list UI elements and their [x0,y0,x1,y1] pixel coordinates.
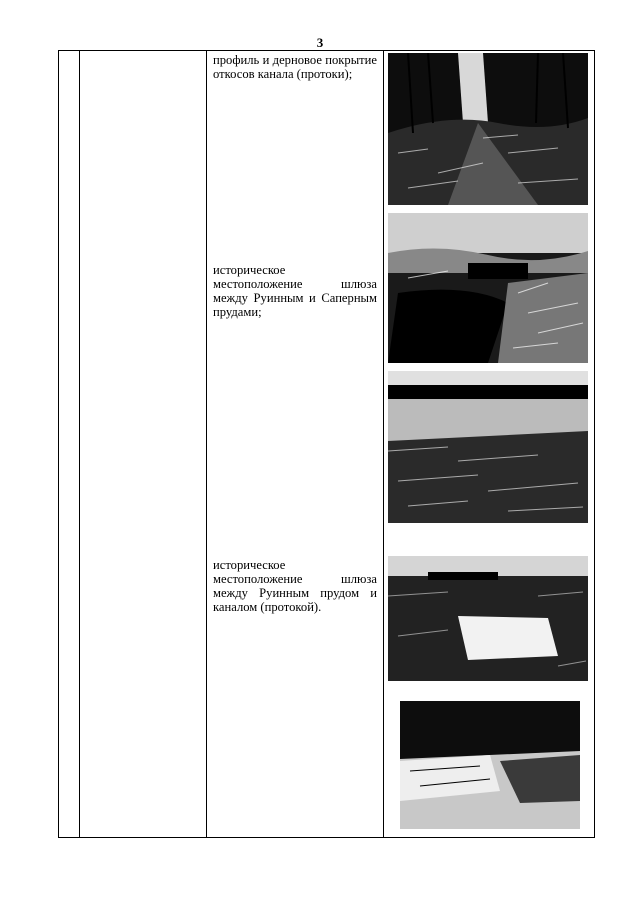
description-sluice-ruinny-sapernyi: историческое местоположение шлюза между Руинным и Саперным прудами; [213,263,377,319]
description-cell [207,51,384,838]
object-name-cell [80,51,207,838]
heritage-elements-table [58,50,595,838]
photo-sluice-ruins [388,213,588,363]
description-sluice-ruinny-canal: историческое местоположение шлюза между Руинным прудом и каналом (протокой). [213,558,377,614]
photo-field [388,371,588,523]
description-canal-slopes: профиль и дерновое покрытие откосов канала (протоки); [213,53,377,81]
photo-sluice-pond [388,556,588,681]
page-number: 3 [316,35,324,50]
number-cell [59,51,80,838]
photo-canal [388,53,588,205]
photo-embankment [400,691,580,829]
photo-cell [384,51,595,838]
table-row [59,51,595,838]
